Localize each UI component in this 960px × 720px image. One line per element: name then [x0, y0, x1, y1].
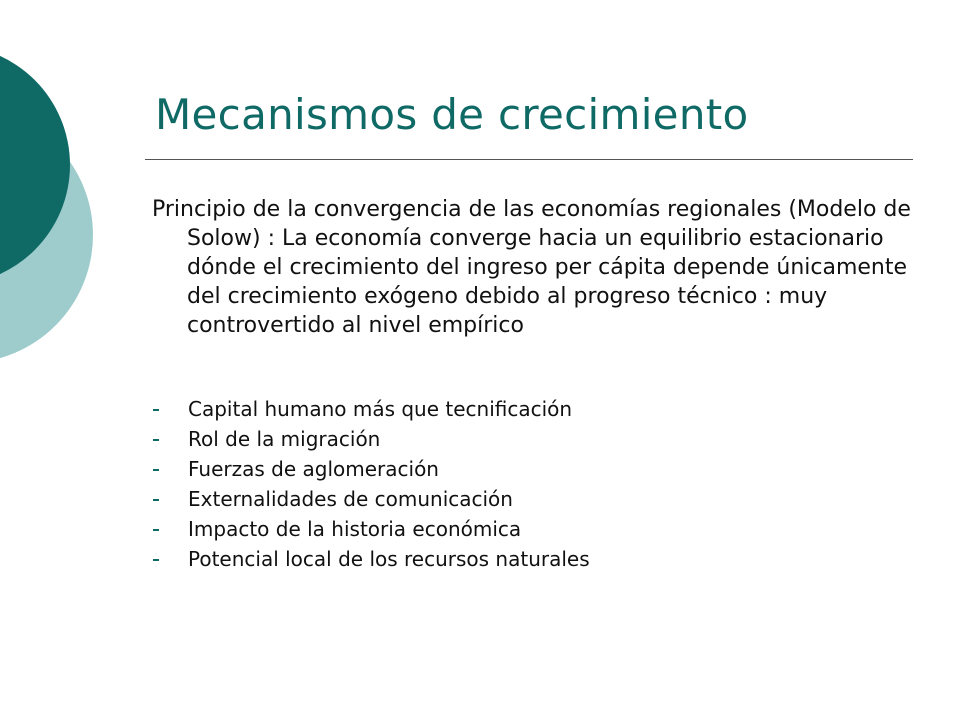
dash-bullet-icon: [153, 409, 159, 411]
bullet-text: Externalidades de comunicación: [188, 487, 513, 511]
dash-bullet-icon: [153, 499, 159, 501]
dash-bullet-icon: [153, 469, 159, 471]
main-paragraph: Principio de la convergencia de las economías regionales (Modelo de Solow) : La economía converge hacia un equilibrio estacionario dónde el crecimiento del ingreso per cápita depende únicamente del crecimiento exógeno debido al progreso técnico : muy controvertido al nivel empírico: [152, 197, 911, 338]
dash-bullet-icon: [153, 439, 159, 441]
title-divider: [145, 159, 913, 160]
bullet-text: Capital humano más que tecnificación: [188, 397, 573, 421]
decorative-circles: [0, 0, 120, 720]
bullet-text: Impacto de la historia económica: [188, 517, 522, 541]
bullet-text: Potencial local de los recursos naturales: [188, 547, 590, 571]
dash-bullet-icon: [153, 529, 159, 531]
bullet-text: Fuerzas de aglomeración: [188, 457, 439, 481]
dash-bullet-icon: [153, 559, 159, 561]
slide-title: Mecanismos de crecimiento: [155, 90, 749, 139]
bullet-text: Rol de la migración: [188, 427, 381, 451]
